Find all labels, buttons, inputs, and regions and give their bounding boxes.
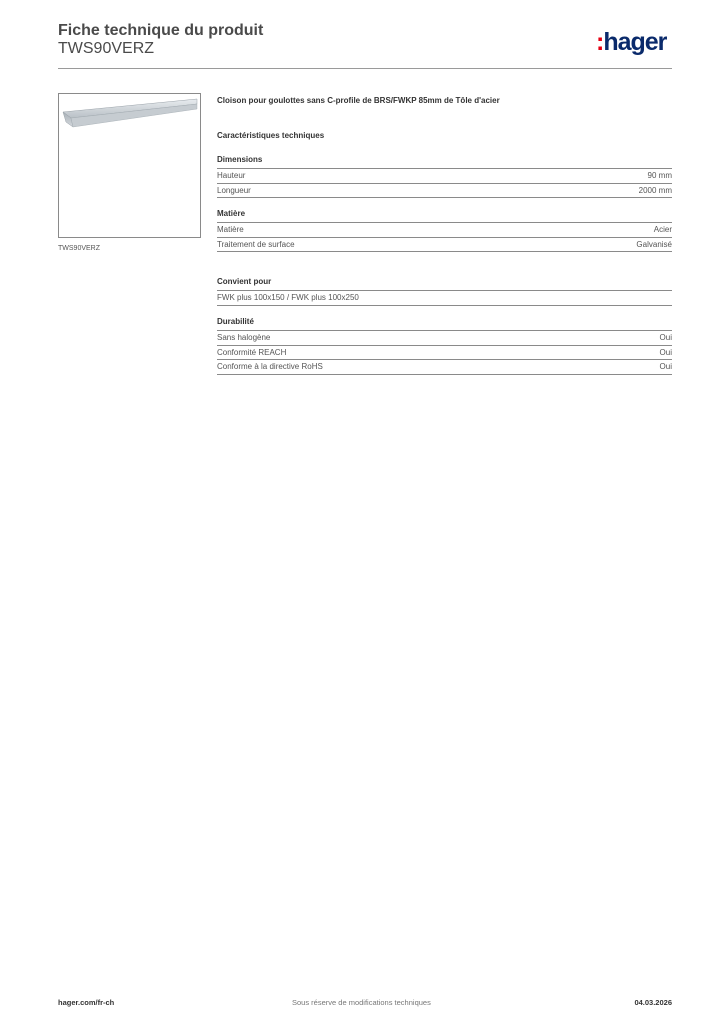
- steel-partition-profile-icon: [59, 94, 200, 237]
- product-image-frame: [58, 93, 201, 238]
- section-title: Convient pour: [217, 277, 672, 291]
- product-description: Cloison pour goulottes sans C-profile de BRS/FWKP 85mm de Tôle d'acier: [217, 96, 500, 105]
- section-material: [217, 209, 672, 252]
- row-label: Matière: [217, 225, 244, 234]
- section-dimensions: [217, 155, 672, 198]
- row-value: Acier: [653, 225, 672, 234]
- row-label: Conformité REACH: [217, 347, 287, 357]
- logo-colon-icon: :: [596, 28, 604, 56]
- section-title: Matière: [217, 209, 672, 223]
- table-row: [217, 238, 672, 253]
- section-durability: [217, 317, 672, 375]
- header-divider: [58, 68, 672, 69]
- table-row: [217, 346, 672, 361]
- row-value: 2000 mm: [638, 185, 672, 195]
- row-label: Traitement de surface: [217, 239, 295, 249]
- row-value: 90 mm: [647, 171, 672, 180]
- footer-website-link[interactable]: hager.com/fr-ch: [58, 998, 115, 1007]
- row-value: Galvanisé: [636, 239, 672, 249]
- footer-notice: Sous réserve de modifications techniques: [292, 998, 431, 1007]
- tech-heading: Caractéristiques techniques: [217, 131, 325, 140]
- section-title: Durabilité: [217, 317, 672, 331]
- image-caption: TWS90VERZ: [58, 245, 101, 252]
- footer-date: 04.03.2026: [634, 998, 672, 1007]
- section-suitable-for: [217, 277, 672, 306]
- row-value: Oui: [659, 362, 672, 371]
- section-title: Dimensions: [217, 155, 672, 169]
- hager-logo: [596, 28, 666, 57]
- logo-text: hager: [603, 28, 667, 56]
- table-row: [217, 223, 672, 238]
- table-row: [217, 360, 672, 375]
- row-label: Hauteur: [217, 171, 246, 180]
- product-reference: TWS90VERZ: [58, 40, 155, 57]
- table-row: [217, 169, 672, 184]
- row-value: Oui: [659, 347, 672, 357]
- row-label: Longueur: [217, 185, 251, 195]
- row-value: Oui: [659, 333, 672, 342]
- row-label: Sans halogène: [217, 333, 271, 342]
- table-row: [217, 184, 672, 199]
- table-row: [217, 331, 672, 346]
- row-label: Conforme à la directive RoHS: [217, 362, 323, 371]
- page-title: Fiche technique du produit: [58, 22, 264, 39]
- list-item: FWK plus 100x150 / FWK plus 100x250: [217, 291, 672, 306]
